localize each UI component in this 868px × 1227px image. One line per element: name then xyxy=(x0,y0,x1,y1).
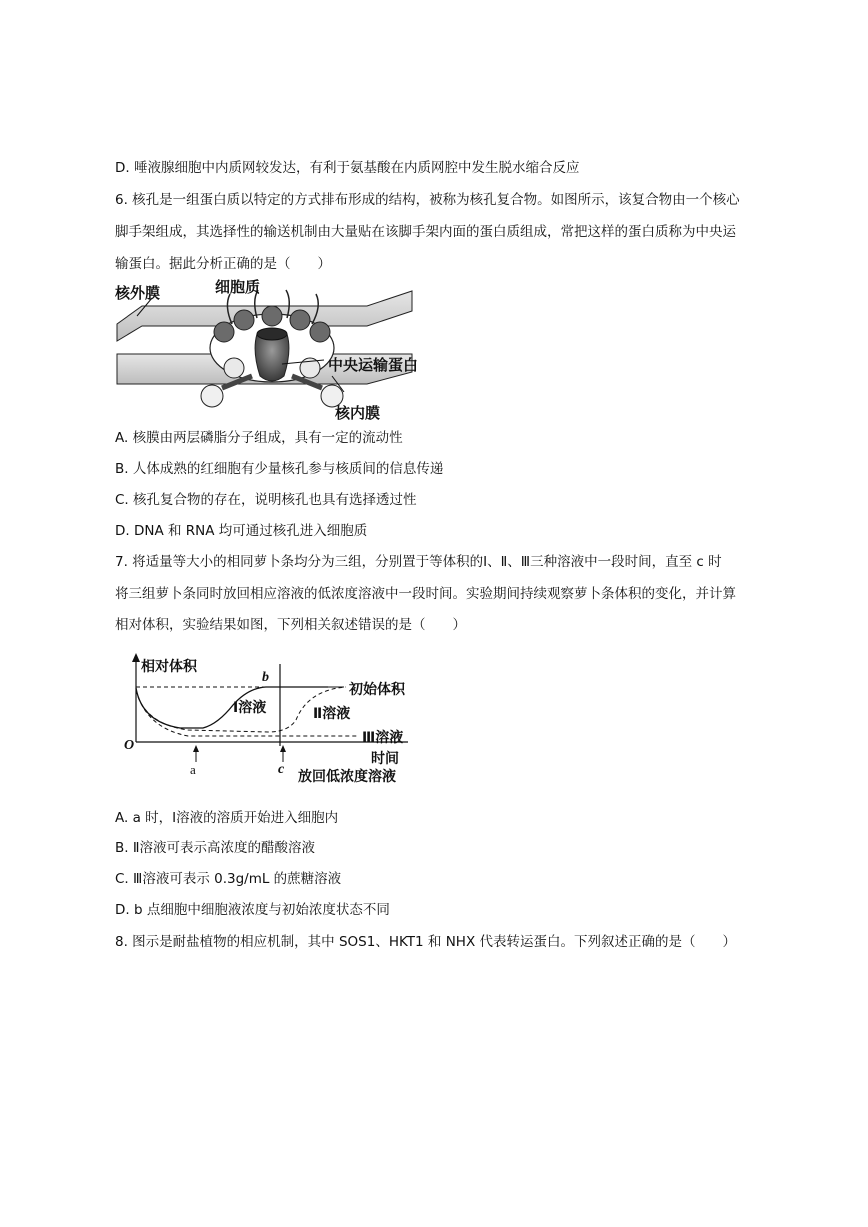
q7-option-c: C. Ⅲ溶液可表示 0.3g/mL 的蔗糖溶液 xyxy=(115,871,342,887)
label-inner-membrane: 核内膜 xyxy=(335,404,381,422)
label-solution-2: Ⅱ溶液 xyxy=(313,706,351,722)
q6-option-c: C. 核孔复合物的存在，说明核孔也具有选择透过性 xyxy=(115,492,417,508)
central-channel xyxy=(257,328,287,340)
q6-stem-line-1: 6. 核孔是一组蛋白质以特定的方式排布形成的结构，被称为核孔复合物。如图所示，该复合物由一个核心 xyxy=(115,192,740,208)
label-ylabel: 相对体积 xyxy=(141,659,197,675)
q6-stem-line-3: 输蛋白。据此分析正确的是（ ） xyxy=(115,256,331,272)
ring-subunit xyxy=(262,306,282,326)
label-cytoplasm: 细胞质 xyxy=(215,278,261,296)
y-axis-arrow xyxy=(132,653,140,662)
arrow-a-head xyxy=(193,745,199,752)
label-xlabel: 时间 xyxy=(371,751,399,767)
label-initial-volume: 初始体积 xyxy=(349,682,405,698)
label-central-transporter: 中央运输蛋白 xyxy=(328,356,419,374)
q6-option-d: D. DNA 和 RNA 均可通过核孔进入细胞质 xyxy=(115,523,368,539)
q7-option-d: D. b 点细胞中细胞液浓度与初始浓度状态不同 xyxy=(115,902,390,918)
label-outer-membrane: 核外膜 xyxy=(115,284,161,302)
label-point-c: c xyxy=(278,762,285,777)
ring-subunit xyxy=(214,322,234,342)
label-point-b: b xyxy=(262,670,269,685)
nuclear-pore-diagram xyxy=(112,276,442,424)
q6-option-b: B. 人体成熟的红细胞有少量核孔参与核质间的信息传递 xyxy=(115,461,444,477)
arrow-c-head xyxy=(280,745,286,752)
solution-1-curve xyxy=(136,687,328,728)
q6-stem-line-2: 脚手架组成，其选择性的输送机制由大量贴在该脚手架内面的蛋白质组成，常把这样的蛋白质称为中央运 xyxy=(115,224,736,240)
q6-option-a: A. 核膜由两层磷脂分子组成，具有一定的流动性 xyxy=(115,430,403,446)
ring-subunit xyxy=(310,322,330,342)
q7-option-b: B. Ⅱ溶液可表示高浓度的醋酸溶液 xyxy=(115,840,315,856)
ring-subunit xyxy=(234,310,254,330)
label-solution-3: Ⅲ溶液 xyxy=(362,730,404,746)
q7-stem-line-2: 将三组萝卜条同时放回相应溶液的低浓度溶液中一段时间。实验期间持续观察萝卜条体积的变化，并计算 xyxy=(115,586,736,602)
q7-stem-line-1: 7. 将适量等大小的相同萝卜条均分为三组，分别置于等体积的Ⅰ、Ⅱ、Ⅲ三种溶液中一段时间，直至 c 时 xyxy=(115,554,722,570)
label-point-a: a xyxy=(190,762,196,777)
basket-subunit xyxy=(201,385,223,407)
ring-subunit xyxy=(290,310,310,330)
q8-stem: 8. 图示是耐盐植物的相应机制，其中 SOS1、HKT1 和 NHX 代表转运蛋白。下列叙述正确的是（ ） xyxy=(115,934,736,950)
ring-subunit xyxy=(224,358,244,378)
label-return-low-concentration: 放回低浓度溶液 xyxy=(298,769,396,785)
q7-option-a: A. a 时，Ⅰ溶液的溶质开始进入细胞内 xyxy=(115,810,339,826)
q5-option-d: D. 唾液腺细胞中内质网较发达，有利于氨基酸在内质网腔中发生脱水缩合反应 xyxy=(115,160,580,176)
q7-stem-line-3: 相对体积，实验结果如图，下列相关叙述错误的是（ ） xyxy=(115,617,466,633)
nuclear-pore-figure xyxy=(112,276,442,424)
label-origin: O xyxy=(124,738,135,753)
label-solution-1: Ⅰ溶液 xyxy=(233,700,267,716)
